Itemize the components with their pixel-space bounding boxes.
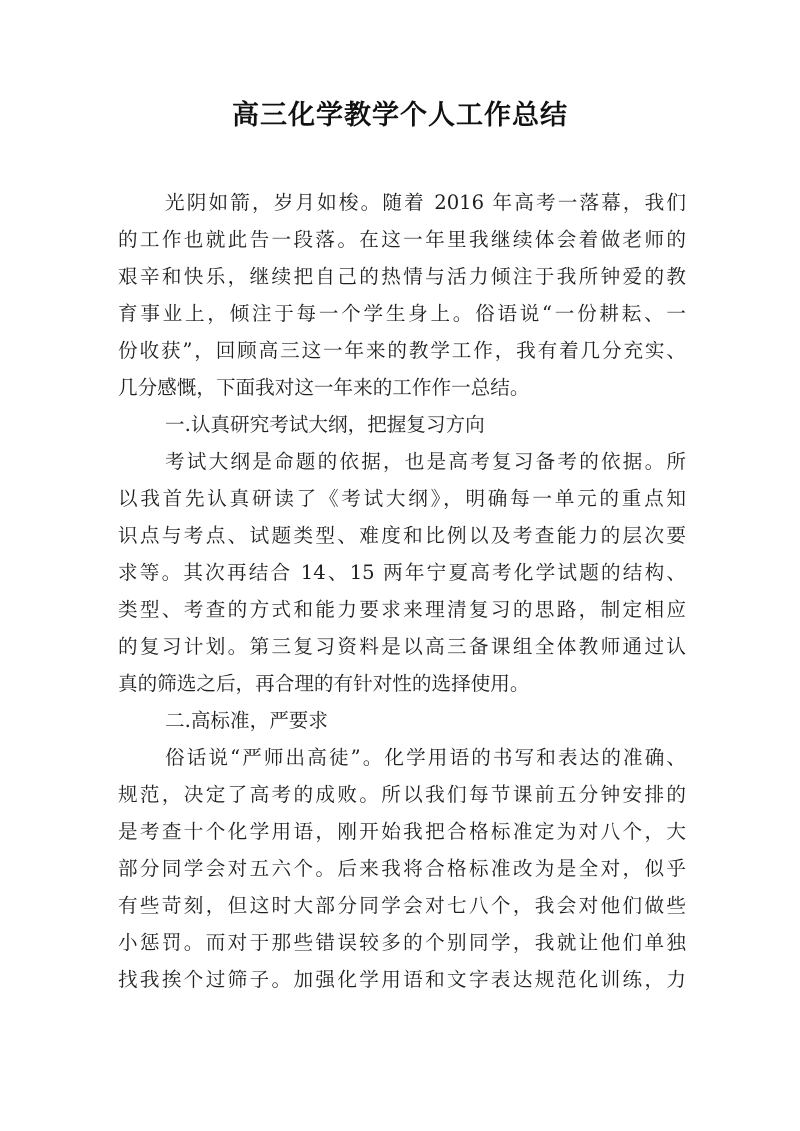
paragraph-line: 俗话说“严师出高徒”。化学用语的书写和表达的准确、 — [165, 746, 686, 769]
paragraph-line: 的复习计划。第三复习资料是以高三备课组全体教师通过认 — [118, 635, 686, 658]
paragraph-line: 几分感慨，下面我对这一年来的工作作一总结。 — [118, 376, 530, 399]
paragraph-line: 光阴如箭，岁月如梭。随着 2016 年高考一落幕，我们 — [165, 191, 686, 214]
document-title: 高三化学教学个人工作总结 — [232, 100, 568, 131]
paragraph-line: 小惩罚。而对于那些错误较多的个别同学，我就让他们单独 — [118, 931, 686, 954]
paragraph-line: 以我首先认真研读了《考试大纲》，明确每一单元的重点知 — [118, 487, 686, 510]
section-heading: 一.认真研究考试大纲，把握复习方向 — [165, 413, 485, 436]
paragraph-line: 考试大纲是命题的依据，也是高考复习备考的依据。所 — [165, 450, 686, 473]
paragraph-line: 是考查十个化学用语，刚开始我把合格标准定为对八个，大 — [118, 820, 686, 843]
section-heading: 二.高标准，严要求 — [165, 709, 328, 732]
paragraph-line: 部分同学会对五六个。后来我将合格标准改为是全对，似乎 — [118, 857, 686, 880]
paragraph-line: 求等。其次再结合 14、15 两年宁夏高考化学试题的结构、 — [118, 561, 686, 584]
paragraph-line: 真的筛选之后，再合理的有针对性的选择使用。 — [118, 672, 530, 695]
paragraph-line: 识点与考点、试题类型、难度和比例以及考查能力的层次要 — [118, 524, 686, 547]
paragraph-line: 艰辛和快乐，继续把自己的热情与活力倾注于我所钟爱的教 — [118, 265, 686, 288]
document-body — [118, 184, 686, 998]
paragraph-line: 育事业上，倾注于每一个学生身上。俗语说“一份耕耘、一 — [118, 302, 686, 325]
paragraph-line: 份收获”，回顾高三这一年来的教学工作，我有着几分充实、 — [118, 339, 686, 362]
paragraph-line: 找我挨个过筛子。加强化学用语和文字表达规范化训练，力 — [118, 968, 686, 991]
paragraph-line: 的工作也就此告一段落。在这一年里我继续体会着做老师的 — [118, 228, 686, 251]
paragraph-line: 类型、考查的方式和能力要求来理清复习的思路，制定相应 — [118, 598, 686, 621]
paragraph-line: 有些苛刻，但这时大部分同学会对七八个，我会对他们做些 — [118, 894, 686, 917]
paragraph-line: 规范，决定了高考的成败。所以我们每节课前五分钟安排的 — [118, 783, 686, 806]
